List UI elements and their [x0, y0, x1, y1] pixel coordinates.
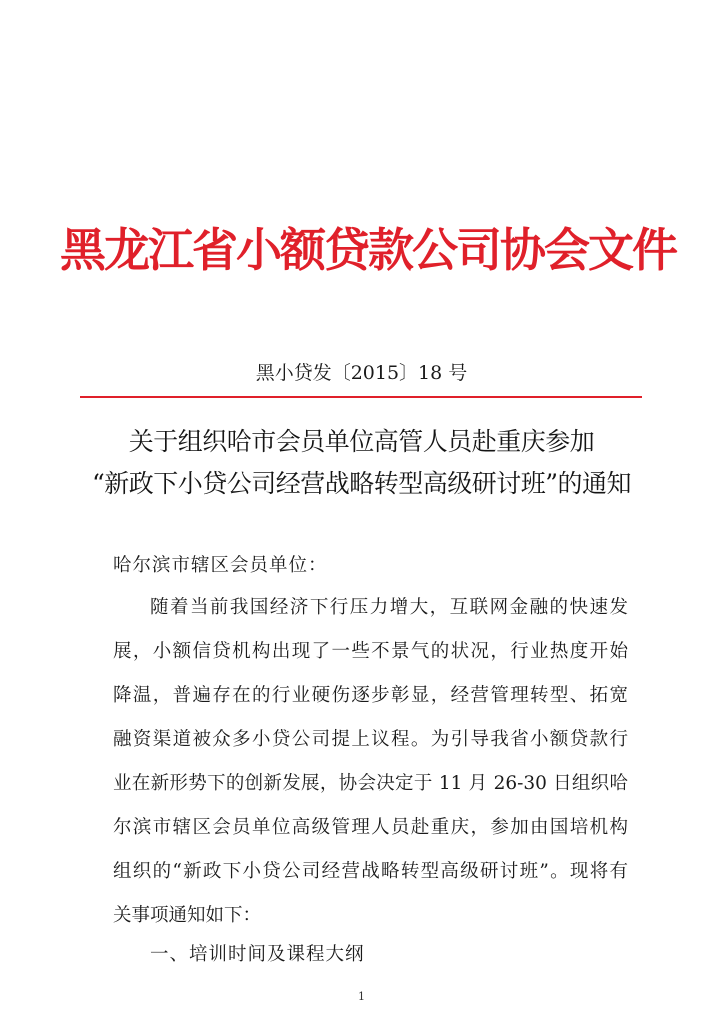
body-line: 组织的“新政下小贷公司经营战略转型高级研讨班”。现将有	[113, 861, 628, 882]
body-line: 随着当前我国经济下行压力增大，互联网金融的快速发	[150, 597, 628, 618]
page-number: 1	[358, 990, 365, 1003]
red-divider-rule	[80, 396, 642, 398]
body-line: 降温，普遍存在的行业硬伤逐步彰显，经营管理转型、拓宽	[113, 685, 628, 706]
document-title-line-1: 关于组织哈市会员单位高管人员赴重庆参加	[128, 427, 595, 456]
body-line: 融资渠道被众多小贷公司提上议程。为引导我省小额贷款行	[113, 729, 628, 750]
body-line: 展，小额信贷机构出现了一些不景气的状况，行业热度开始	[113, 641, 628, 662]
document-masthead: 黑龙江省小额贷款公司协会文件	[60, 223, 676, 277]
salutation: 哈尔滨市辖区会员单位：	[113, 555, 328, 576]
document-number: 黑小贷发〔2015〕18 号	[255, 362, 468, 384]
body-line: 业在新形势下的创新发展，协会决定于 11 月 26-30 日组织哈	[113, 773, 628, 794]
body-line-last: 关事项通知如下：	[113, 905, 262, 926]
document-title-line-2: “新政下小贷公司经营战略转型高级研讨班”的通知	[91, 469, 632, 498]
section-heading: 一、培训时间及课程大纲	[150, 944, 365, 965]
body-line: 尔滨市辖区会员单位高级管理人员赴重庆，参加由国培机构	[113, 817, 628, 838]
